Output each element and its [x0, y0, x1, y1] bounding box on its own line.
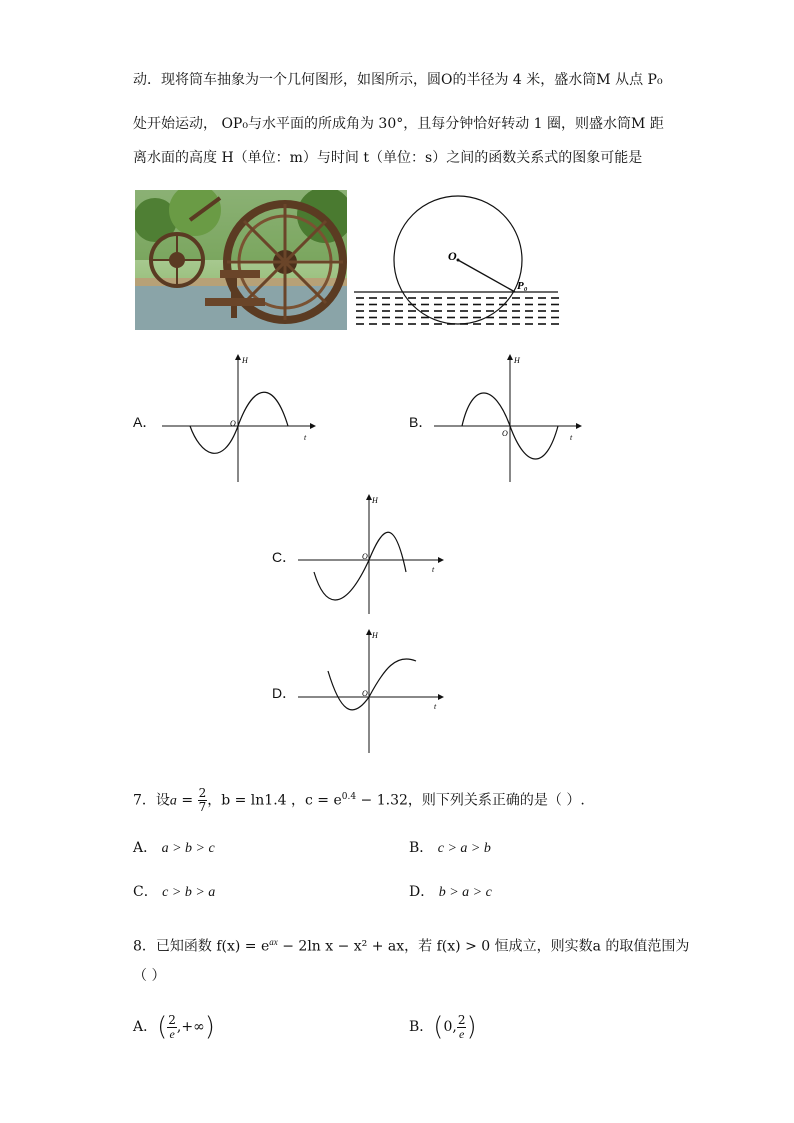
- point-p0-label: P₀: [517, 280, 528, 292]
- svg-text:t: t: [304, 433, 307, 442]
- q6-option-a-graph[interactable]: [160, 352, 320, 487]
- q7-option-c[interactable]: C． c > b > a: [133, 884, 216, 900]
- q6-option-b-label[interactable]: B．: [409, 414, 433, 430]
- svg-text:t: t: [434, 702, 437, 711]
- svg-text:O: O: [502, 429, 508, 438]
- svg-text:H: H: [242, 356, 248, 365]
- svg-text:O: O: [230, 419, 236, 428]
- svg-text:H: H: [372, 496, 378, 505]
- svg-text:t: t: [432, 565, 435, 574]
- svg-text:H: H: [514, 356, 520, 365]
- q6-option-d-graph[interactable]: [296, 627, 446, 755]
- q8-option-b[interactable]: B．(0, $\frac{2}{e}$ ): [409, 1012, 477, 1042]
- q6-text-line-2: 处开始运动， OP₀与水平面的所成角为 30°，且每分钟恰好转动 1 圈，则盛水筒M 距: [133, 116, 664, 132]
- q6-text-line-1: 动．现将筒车抽象为一个几何图形，如图所示，圆O的半径为 4 米，盛水筒M 从点 P₀: [133, 72, 663, 88]
- radius-op0: [458, 260, 515, 292]
- q6-option-d-label[interactable]: D．: [272, 685, 297, 701]
- water-wheel-photo: [135, 190, 347, 330]
- q7-option-b[interactable]: B． c > a > b: [409, 840, 491, 856]
- wheel-geometry-figure: [352, 192, 562, 332]
- svg-text:t: t: [570, 433, 573, 442]
- q8-option-a[interactable]: A．( $\frac{2}{e}$ ,+∞): [133, 1012, 215, 1042]
- center-label: O: [448, 249, 457, 263]
- q7-stem: 7．设a = $\frac{2}{7}$ ，b = ln1.4 ，$c = e^{0.4} - 1.32$，则下列关系正确的是（ ）.: [133, 786, 585, 815]
- q6-option-c-label[interactable]: C．: [272, 549, 297, 565]
- q8-stem-blank: （ ）: [133, 968, 166, 984]
- q6-text-line-3: 离水面的高度 H（单位：m）与时间 t（单位：s）之间的函数关系式的图象可能是: [133, 150, 643, 166]
- svg-text:H: H: [372, 631, 378, 640]
- q6-option-b-graph[interactable]: [432, 352, 592, 487]
- q6-option-c-graph[interactable]: [296, 492, 446, 617]
- q7-option-a[interactable]: A． a > b > c: [133, 840, 215, 856]
- svg-text:O: O: [362, 552, 368, 561]
- q8-stem: 8．已知函数 $f(x) = e^{ax} - 2\ln$ x − x² + ax，若 f(x) > 0 恒成立，则实数a 的取值范围为: [133, 937, 690, 955]
- svg-text:O: O: [362, 689, 368, 698]
- q6-option-a-label[interactable]: A．: [133, 414, 157, 430]
- q7-option-d[interactable]: D． b > a > c: [409, 884, 492, 900]
- q7-fraction: $\frac{2}{7}$: [198, 786, 207, 815]
